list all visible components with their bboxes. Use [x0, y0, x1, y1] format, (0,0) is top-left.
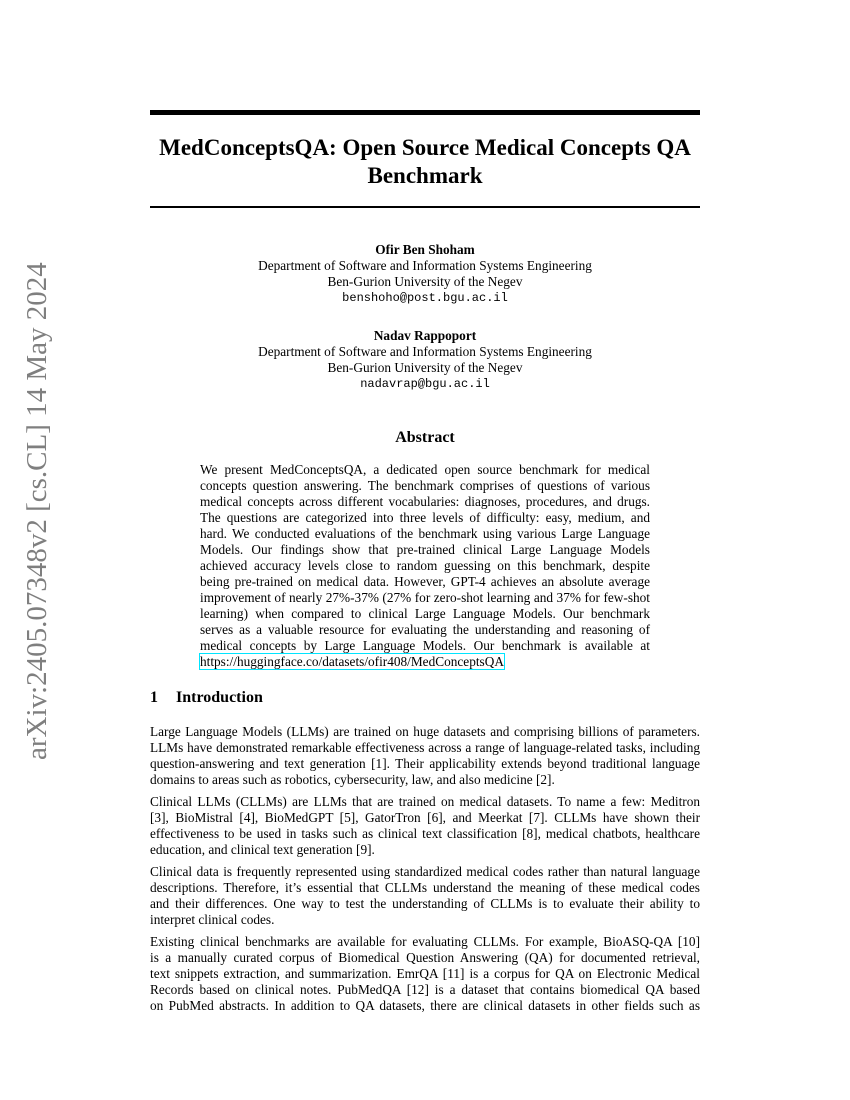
text-line: interpret clinical codes. — [150, 912, 275, 927]
abstract-line: hard. We conducted evaluations of the benchmark using various Large Language — [200, 526, 650, 541]
dataset-link[interactable]: https://huggingface.co/datasets/ofir408/MedConceptsQA — [200, 654, 504, 669]
abstract-line: serves as a valuable resource for evaluating the understanding and reasoning of — [200, 622, 650, 637]
arxiv-stamp: arXiv:2405.07348v2 [cs.CL] 14 May 2024 — [21, 262, 53, 760]
abstract-line: The questions are categorized into three levels of difficulty: easy, medium, and — [200, 510, 650, 525]
abstract-heading: Abstract — [395, 429, 455, 446]
author-department: Department of Software and Information Systems Engineering — [258, 258, 592, 273]
title-line: MedConceptsQA: Open Source Medical Concepts QA — [159, 135, 691, 160]
abstract-line — [200, 654, 650, 670]
text-line: LLMs have demonstrated remarkable effectiveness across a range of language-related tasks, including — [150, 740, 700, 755]
section-title: Introduction — [176, 689, 263, 706]
abstract-line: medical concepts by Large Language Models. Our benchmark is available at — [200, 638, 650, 653]
author-department: Department of Software and Information Systems Engineering — [258, 344, 592, 359]
author-university: Ben-Gurion University of the Negev — [327, 274, 523, 289]
abstract-line: being pre-trained on medical data. However, GPT-4 achieves an absolute average — [200, 574, 650, 589]
text-line: and their differences. One way to test the understanding of CLLMs is to evaluate their ability to — [150, 896, 700, 911]
abstract-line: concepts question answering. The benchmark comprises of questions of various — [200, 478, 650, 493]
section-number: 1 — [150, 689, 158, 706]
text-line: question-answering and text generation [1]. Their applicability extends beyond traditional language — [150, 756, 700, 771]
text-line: education, and clinical text generation [9]. — [150, 842, 375, 857]
text-line: effectiveness to be used in tasks such as clinical text classification [8], medical chatbots, healthcare — [150, 826, 700, 841]
author-email: nadavrap@bgu.ac.il — [360, 377, 490, 391]
abstract-line: medical concepts across different vocabularies: diagnoses, procedures, and drugs. — [200, 494, 650, 509]
text-line: Clinical LLMs (CLLMs) are LLMs that are trained on medical datasets. To name a few: Meditron — [150, 794, 700, 809]
text-line: domains to areas such as robotics, cybersecurity, law, and also medicine [2]. — [150, 772, 555, 787]
abstract-body — [200, 462, 650, 670]
abstract-line: achieved accuracy levels close to random guessing on this benchmark, despite — [200, 558, 650, 573]
paragraph — [150, 724, 700, 788]
author-name: Nadav Rappoport — [373, 328, 477, 343]
title-line: Benchmark — [367, 163, 483, 188]
author-block — [150, 328, 700, 392]
author-block — [150, 242, 700, 306]
text-line: descriptions. Therefore, it’s essential that CLLMs understand the meaning of these medical codes — [150, 880, 700, 895]
text-line: Clinical data is frequently represented using standardized medical codes rather than natural language — [150, 864, 700, 879]
paragraph — [150, 934, 700, 1014]
author-email: benshoho@post.bgu.ac.il — [342, 291, 508, 305]
introduction-body — [150, 724, 700, 1020]
text-line: [3], BioMistral [4], BioMedGPT [5], GatorTron [6], and Meerkat [7]. CLLMs have shown their — [150, 810, 700, 825]
abstract-line: learning) when compared to clinical Large Language Models. Our benchmark — [200, 606, 650, 621]
paragraph — [150, 794, 700, 858]
text-line: Records based on clinical notes. PubMedQA [12] is a dataset that contains biomedical QA based — [150, 982, 700, 997]
title-top-rule — [150, 110, 700, 115]
text-line: on PubMed abstracts. In addition to QA datasets, there are clinical datasets in other fields such as — [150, 998, 700, 1013]
author-name: Ofir Ben Shoham — [375, 242, 475, 257]
section-heading — [150, 688, 281, 708]
abstract-line: Models. Our findings show that pre-trained clinical Large Language Models — [200, 542, 650, 557]
abstract-line: improvement of nearly 27%-37% (27% for zero-shot learning and 37% for few-shot — [200, 590, 650, 605]
abstract-line: We present MedConceptsQA, a dedicated open source benchmark for medical — [200, 462, 650, 477]
author-university: Ben-Gurion University of the Negev — [327, 360, 523, 375]
paper-title — [150, 134, 700, 190]
text-line: text snippets extraction, and summarization. EmrQA [11] is a corpus for QA on Electronic Medical — [150, 966, 700, 981]
text-line: is a manually curated corpus of Biomedical Question Answering (QA) for documented retrieval, — [150, 950, 700, 965]
text-line: Existing clinical benchmarks are available for evaluating CLLMs. For example, BioASQ-QA [10] — [150, 934, 700, 949]
title-bottom-rule — [150, 206, 700, 208]
text-line: Large Language Models (LLMs) are trained on huge datasets and comprising billions of parameters. — [150, 724, 700, 739]
paragraph — [150, 864, 700, 928]
